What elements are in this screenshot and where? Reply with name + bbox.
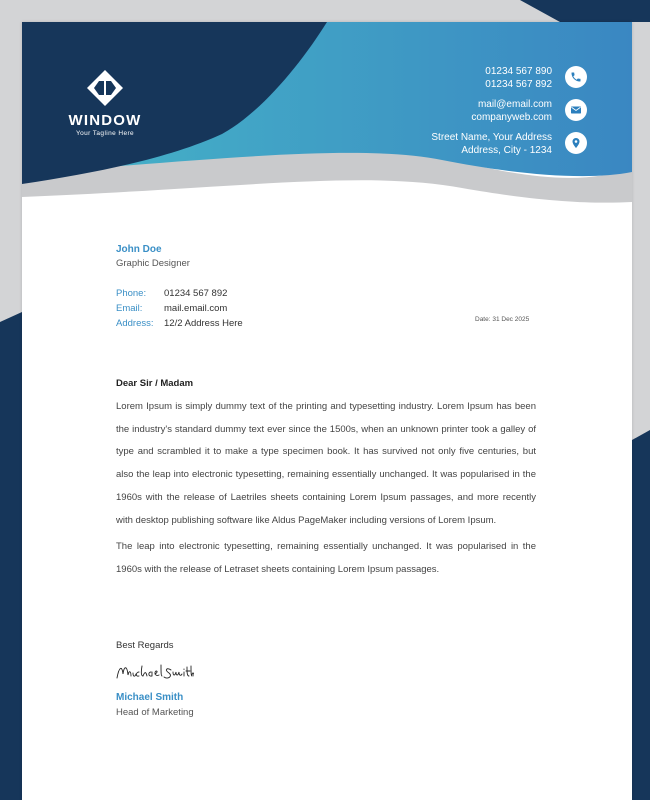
header-address-2: Address, City - 1234 bbox=[461, 144, 552, 156]
brand-tagline: Your Tagline Here bbox=[75, 130, 135, 137]
sender-name: John Doe bbox=[116, 244, 162, 255]
salutation: Dear Sir / Madam bbox=[116, 378, 194, 389]
email-row bbox=[116, 301, 243, 316]
body-paragraph: Lorem Ipsum is simply dummy text of the printing and typesetting industry. Lorem Ipsum has been the industry's standard dummy text ever since the 1500s, when an unknown printer took a galley of type and scrambled it to make a type specimen book. It has survived not only five centuries, but also the leap into electronic typesetting, remaining essentially unchanged. It was popularised in the 1960s with the release of Laetriles sheets containing Lorem Ipsum passages, and more recently with desktop publishing software like Aldus PageMaker including versions of Lorem Ipsum. bbox=[116, 401, 536, 526]
sender-contact-details bbox=[116, 286, 243, 331]
location-pin-icon bbox=[565, 132, 587, 154]
sender-title: Graphic Designer bbox=[116, 258, 190, 269]
phone-label: Phone: bbox=[116, 288, 147, 299]
header-address-1: Street Name, Your Address bbox=[431, 132, 552, 143]
address-label: Address: bbox=[116, 318, 154, 329]
address-row bbox=[116, 316, 243, 331]
brand-name: WINDOW bbox=[68, 112, 142, 129]
phone-icon bbox=[565, 66, 587, 88]
envelope-icon bbox=[565, 99, 587, 121]
header-website: companyweb.com bbox=[471, 111, 552, 123]
signer-title: Head of Marketing bbox=[116, 707, 194, 718]
header-email: mail@email.com bbox=[477, 99, 552, 110]
header-phone-2: 01234 567 892 bbox=[485, 78, 552, 90]
phone-value: 01234 567 892 bbox=[164, 288, 228, 299]
header-phone-block bbox=[485, 66, 552, 91]
signer-name: Michael Smith bbox=[116, 692, 184, 703]
email-label: Email: bbox=[116, 303, 143, 314]
closing-line: Best Regards bbox=[116, 640, 174, 651]
letter-body bbox=[116, 396, 536, 582]
email-value: mail.email.com bbox=[164, 303, 228, 314]
window-diamond-logo-icon bbox=[85, 68, 125, 108]
address-value: 12/2 Address Here bbox=[164, 318, 243, 329]
company-logo bbox=[64, 68, 146, 137]
body-paragraph: The leap into electronic typesetting, remaining essentially unchanged. It was popularised in the 1960s with the release of Letraset sheets containing Lorem Ipsum passages. bbox=[116, 541, 536, 575]
handwritten-signature bbox=[114, 658, 194, 688]
letterhead-page bbox=[22, 22, 632, 800]
header-phone-1: 01234 567 890 bbox=[485, 66, 552, 77]
letter-date: Date: 31 Dec 2025 bbox=[475, 316, 530, 323]
header-address-block bbox=[431, 132, 552, 157]
phone-row bbox=[116, 286, 243, 301]
header-web-block bbox=[471, 99, 552, 124]
